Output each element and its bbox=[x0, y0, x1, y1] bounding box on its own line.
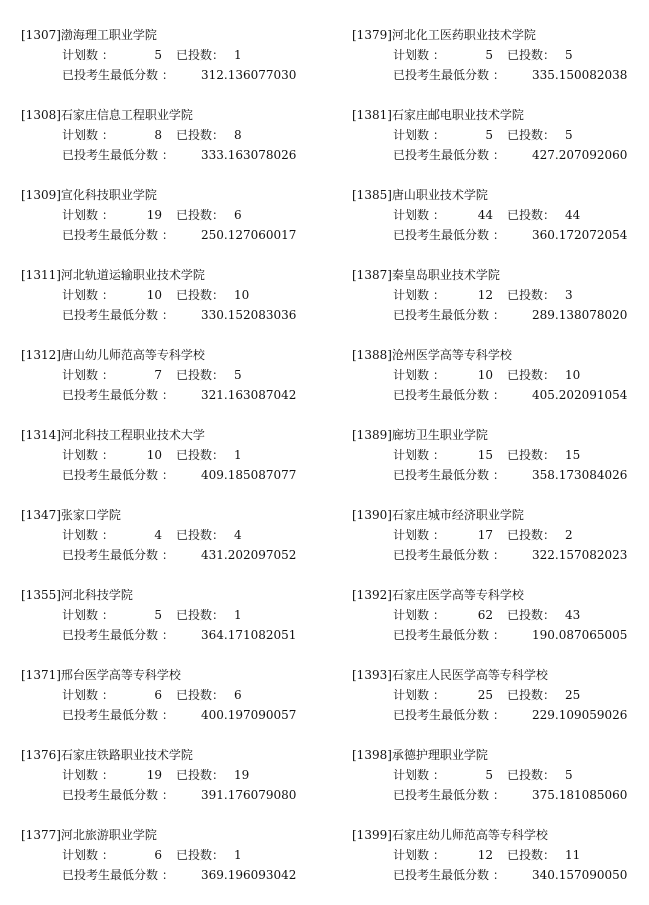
min-score-label: 已投考生最低分数 ： bbox=[62, 68, 174, 82]
cast-count: 4 bbox=[234, 528, 242, 542]
plan-label: 计划数 ： bbox=[62, 448, 114, 462]
min-score-label: 已投考生最低分数 ： bbox=[393, 868, 505, 882]
plan-label: 计划数 ： bbox=[393, 448, 445, 462]
cast-count: 1 bbox=[234, 848, 242, 862]
cast-label: 已投数： bbox=[507, 768, 556, 782]
cast-count: 6 bbox=[234, 688, 242, 702]
school-title: [1312]唐山幼儿师范高等专科学校 bbox=[21, 348, 205, 362]
school-title: [1392]石家庄医学高等专科学校 bbox=[352, 588, 524, 602]
school-title: [1393]石家庄人民医学高等专科学校 bbox=[352, 668, 548, 682]
plan-count: 5 bbox=[154, 608, 162, 622]
school-entry bbox=[352, 585, 649, 665]
school-entry bbox=[352, 345, 649, 425]
cast-count: 5 bbox=[234, 368, 242, 382]
plan-count: 19 bbox=[146, 208, 162, 222]
min-score-value: 375.181085060 bbox=[532, 788, 628, 802]
cast-label: 已投数： bbox=[176, 128, 225, 142]
plan-label: 计划数 ： bbox=[393, 288, 445, 302]
plan-label: 计划数 ： bbox=[62, 528, 114, 542]
min-score-label: 已投考生最低分数 ： bbox=[62, 628, 174, 642]
min-score-value: 229.109059026 bbox=[532, 708, 628, 722]
cast-count: 2 bbox=[565, 528, 573, 542]
cast-count: 44 bbox=[565, 208, 581, 222]
min-score-value: 409.185087077 bbox=[201, 468, 297, 482]
plan-label: 计划数 ： bbox=[393, 368, 445, 382]
plan-label: 计划数 ： bbox=[393, 528, 445, 542]
min-score-value: 360.172072054 bbox=[532, 228, 628, 242]
min-score-value: 330.152083036 bbox=[201, 308, 297, 322]
left-column bbox=[21, 25, 321, 905]
school-title: [1385]唐山职业技术学院 bbox=[352, 188, 488, 202]
min-score-value: 321.163087042 bbox=[201, 388, 297, 402]
min-score-value: 250.127060017 bbox=[201, 228, 297, 242]
cast-label: 已投数： bbox=[176, 288, 225, 302]
school-title: [1309]宣化科技职业学院 bbox=[21, 188, 157, 202]
plan-label: 计划数 ： bbox=[62, 128, 114, 142]
cast-count: 5 bbox=[565, 128, 573, 142]
plan-label: 计划数 ： bbox=[393, 848, 445, 862]
min-score-label: 已投考生最低分数 ： bbox=[393, 788, 505, 802]
cast-count: 19 bbox=[234, 768, 250, 782]
cast-label: 已投数： bbox=[176, 688, 225, 702]
school-title: [1390]石家庄城市经济职业学院 bbox=[352, 508, 524, 522]
school-title: [1389]廊坊卫生职业学院 bbox=[352, 428, 488, 442]
plan-count: 15 bbox=[477, 448, 493, 462]
cast-label: 已投数： bbox=[176, 768, 225, 782]
school-title: [1355]河北科技学院 bbox=[21, 588, 133, 602]
plan-count: 12 bbox=[477, 288, 493, 302]
school-entry bbox=[21, 425, 321, 505]
school-entry bbox=[352, 425, 649, 505]
min-score-value: 400.197090057 bbox=[201, 708, 297, 722]
min-score-value: 335.150082038 bbox=[532, 68, 628, 82]
cast-label: 已投数： bbox=[507, 208, 556, 222]
plan-count: 5 bbox=[485, 48, 493, 62]
school-title: [1387]秦皇岛职业技术学院 bbox=[352, 268, 500, 282]
plan-count: 8 bbox=[154, 128, 162, 142]
min-score-value: 391.176079080 bbox=[201, 788, 297, 802]
plan-count: 12 bbox=[477, 848, 493, 862]
school-title: [1307]渤海理工职业学院 bbox=[21, 28, 157, 42]
school-title: [1314]河北科技工程职业技术大学 bbox=[21, 428, 205, 442]
plan-label: 计划数 ： bbox=[393, 128, 445, 142]
school-title: [1376]石家庄铁路职业技术学院 bbox=[21, 748, 193, 762]
cast-count: 43 bbox=[565, 608, 581, 622]
min-score-label: 已投考生最低分数 ： bbox=[62, 308, 174, 322]
cast-label: 已投数： bbox=[507, 608, 556, 622]
plan-count: 5 bbox=[485, 128, 493, 142]
min-score-label: 已投考生最低分数 ： bbox=[62, 388, 174, 402]
min-score-label: 已投考生最低分数 ： bbox=[393, 628, 505, 642]
cast-label: 已投数： bbox=[507, 848, 556, 862]
school-entry bbox=[352, 105, 649, 185]
cast-count: 8 bbox=[234, 128, 242, 142]
school-entry bbox=[352, 745, 649, 825]
plan-count: 25 bbox=[477, 688, 493, 702]
min-score-value: 405.202091054 bbox=[532, 388, 628, 402]
plan-count: 62 bbox=[477, 608, 493, 622]
plan-count: 5 bbox=[485, 768, 493, 782]
school-entry bbox=[21, 825, 321, 905]
cast-count: 10 bbox=[234, 288, 250, 302]
cast-count: 5 bbox=[565, 768, 573, 782]
school-entry bbox=[21, 745, 321, 825]
min-score-label: 已投考生最低分数 ： bbox=[62, 468, 174, 482]
school-title: [1308]石家庄信息工程职业学院 bbox=[21, 108, 193, 122]
plan-label: 计划数 ： bbox=[393, 768, 445, 782]
school-title: [1381]石家庄邮电职业技术学院 bbox=[352, 108, 524, 122]
cast-count: 15 bbox=[565, 448, 581, 462]
min-score-value: 289.138078020 bbox=[532, 308, 628, 322]
cast-count: 6 bbox=[234, 208, 242, 222]
cast-label: 已投数： bbox=[176, 848, 225, 862]
cast-label: 已投数： bbox=[507, 288, 556, 302]
school-title: [1398]承德护理职业学院 bbox=[352, 748, 488, 762]
plan-label: 计划数 ： bbox=[62, 288, 114, 302]
school-title: [1311]河北轨道运输职业技术学院 bbox=[21, 268, 205, 282]
min-score-label: 已投考生最低分数 ： bbox=[62, 788, 174, 802]
plan-label: 计划数 ： bbox=[62, 48, 114, 62]
school-entry bbox=[352, 265, 649, 345]
school-title: [1347]张家口学院 bbox=[21, 508, 121, 522]
plan-label: 计划数 ： bbox=[393, 48, 445, 62]
cast-label: 已投数： bbox=[507, 368, 556, 382]
min-score-value: 312.136077030 bbox=[201, 68, 297, 82]
school-entry bbox=[352, 505, 649, 585]
plan-label: 计划数 ： bbox=[62, 688, 114, 702]
plan-label: 计划数 ： bbox=[62, 768, 114, 782]
right-column bbox=[352, 25, 649, 905]
school-entry bbox=[21, 345, 321, 425]
plan-count: 10 bbox=[146, 288, 162, 302]
cast-count: 3 bbox=[565, 288, 573, 302]
plan-label: 计划数 ： bbox=[393, 608, 445, 622]
school-entry bbox=[352, 25, 649, 105]
school-title: [1399]石家庄幼儿师范高等专科学校 bbox=[352, 828, 548, 842]
cast-count: 1 bbox=[234, 608, 242, 622]
cast-label: 已投数： bbox=[507, 528, 556, 542]
plan-label: 计划数 ： bbox=[62, 368, 114, 382]
min-score-label: 已投考生最低分数 ： bbox=[393, 228, 505, 242]
cast-label: 已投数： bbox=[507, 688, 556, 702]
cast-label: 已投数： bbox=[176, 368, 225, 382]
school-entry bbox=[21, 505, 321, 585]
min-score-label: 已投考生最低分数 ： bbox=[393, 388, 505, 402]
school-entry bbox=[21, 25, 321, 105]
cast-count: 25 bbox=[565, 688, 581, 702]
school-title: [1377]河北旅游职业学院 bbox=[21, 828, 157, 842]
min-score-value: 190.087065005 bbox=[532, 628, 628, 642]
plan-count: 44 bbox=[477, 208, 493, 222]
cast-label: 已投数： bbox=[507, 448, 556, 462]
plan-count: 17 bbox=[477, 528, 493, 542]
min-score-label: 已投考生最低分数 ： bbox=[393, 68, 505, 82]
plan-label: 计划数 ： bbox=[393, 208, 445, 222]
cast-label: 已投数： bbox=[176, 528, 225, 542]
cast-count: 1 bbox=[234, 48, 242, 62]
school-entry bbox=[21, 265, 321, 345]
min-score-value: 340.157090050 bbox=[532, 868, 628, 882]
school-entry bbox=[352, 185, 649, 265]
school-entry bbox=[21, 185, 321, 265]
cast-count: 5 bbox=[565, 48, 573, 62]
school-title: [1379]河北化工医药职业技术学院 bbox=[352, 28, 536, 42]
min-score-value: 364.171082051 bbox=[201, 628, 297, 642]
cast-label: 已投数： bbox=[176, 208, 225, 222]
plan-count: 6 bbox=[154, 688, 162, 702]
plan-count: 4 bbox=[154, 528, 162, 542]
min-score-label: 已投考生最低分数 ： bbox=[62, 868, 174, 882]
school-entry bbox=[352, 665, 649, 745]
min-score-label: 已投考生最低分数 ： bbox=[393, 148, 505, 162]
min-score-value: 358.173084026 bbox=[532, 468, 628, 482]
cast-count: 11 bbox=[565, 848, 581, 862]
school-title: [1371]邢台医学高等专科学校 bbox=[21, 668, 181, 682]
min-score-value: 369.196093042 bbox=[201, 868, 297, 882]
min-score-value: 427.207092060 bbox=[532, 148, 628, 162]
school-title: [1388]沧州医学高等专科学校 bbox=[352, 348, 512, 362]
min-score-label: 已投考生最低分数 ： bbox=[62, 228, 174, 242]
plan-label: 计划数 ： bbox=[393, 688, 445, 702]
plan-count: 7 bbox=[154, 368, 162, 382]
min-score-label: 已投考生最低分数 ： bbox=[393, 308, 505, 322]
plan-label: 计划数 ： bbox=[62, 848, 114, 862]
min-score-label: 已投考生最低分数 ： bbox=[62, 148, 174, 162]
plan-label: 计划数 ： bbox=[62, 608, 114, 622]
min-score-value: 333.163078026 bbox=[201, 148, 297, 162]
min-score-label: 已投考生最低分数 ： bbox=[62, 708, 174, 722]
cast-count: 1 bbox=[234, 448, 242, 462]
cast-label: 已投数： bbox=[176, 448, 225, 462]
min-score-value: 322.157082023 bbox=[532, 548, 628, 562]
plan-count: 10 bbox=[477, 368, 493, 382]
plan-label: 计划数 ： bbox=[62, 208, 114, 222]
min-score-value: 431.202097052 bbox=[201, 548, 297, 562]
min-score-label: 已投考生最低分数 ： bbox=[393, 548, 505, 562]
school-entry bbox=[21, 105, 321, 185]
school-entry bbox=[21, 585, 321, 665]
cast-label: 已投数： bbox=[507, 48, 556, 62]
school-entry bbox=[352, 825, 649, 905]
plan-count: 5 bbox=[154, 48, 162, 62]
plan-count: 10 bbox=[146, 448, 162, 462]
plan-count: 19 bbox=[146, 768, 162, 782]
cast-label: 已投数： bbox=[176, 48, 225, 62]
min-score-label: 已投考生最低分数 ： bbox=[62, 548, 174, 562]
min-score-label: 已投考生最低分数 ： bbox=[393, 708, 505, 722]
cast-label: 已投数： bbox=[176, 608, 225, 622]
cast-count: 10 bbox=[565, 368, 581, 382]
min-score-label: 已投考生最低分数 ： bbox=[393, 468, 505, 482]
cast-label: 已投数： bbox=[507, 128, 556, 142]
plan-count: 6 bbox=[154, 848, 162, 862]
school-entry bbox=[21, 665, 321, 745]
